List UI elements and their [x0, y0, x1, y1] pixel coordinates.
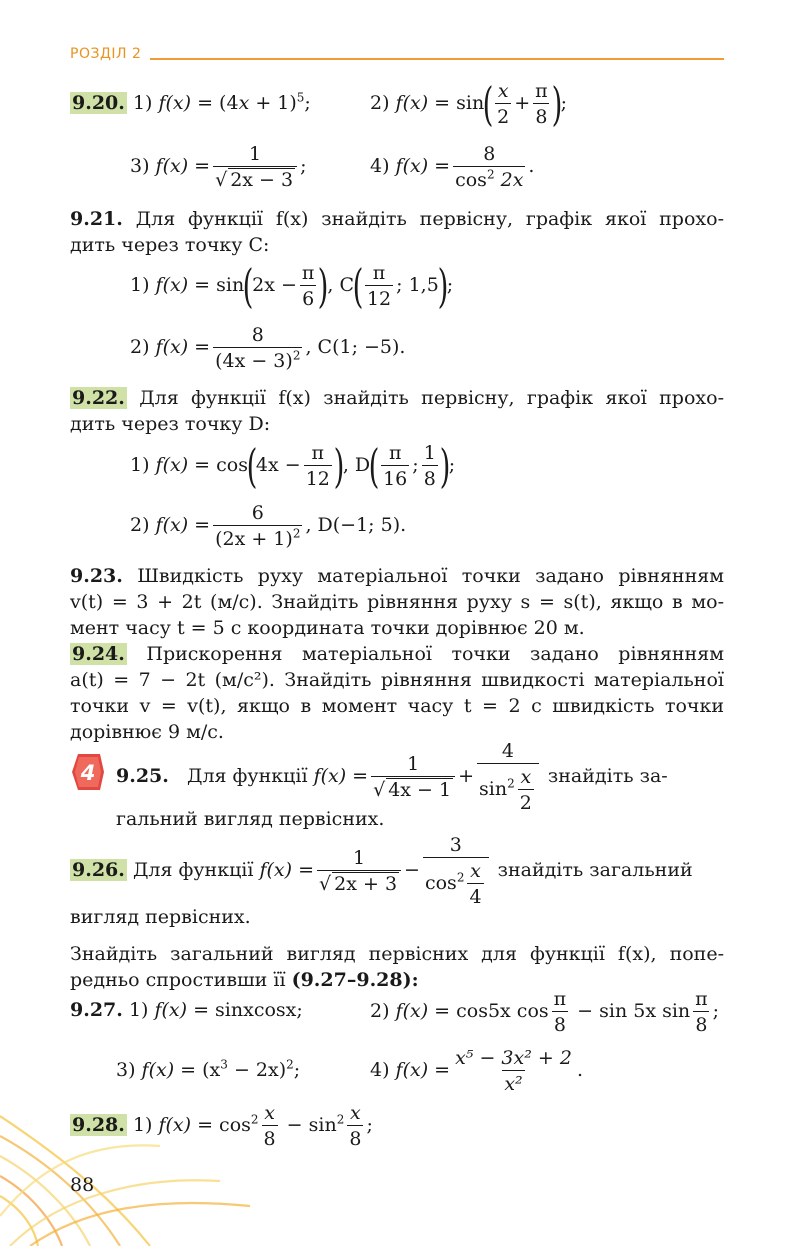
- exponent: 2: [507, 776, 515, 791]
- formula-part: ;: [448, 454, 456, 476]
- numerator: π: [535, 80, 548, 102]
- exponent: 2: [456, 870, 465, 885]
- denominator: √ 2x + 3: [317, 870, 401, 895]
- formula-part: ;: [446, 274, 454, 296]
- exercise-number: 9.21.: [70, 208, 123, 230]
- fraction: [518, 766, 534, 814]
- denominator: [213, 525, 302, 550]
- ex922-item1: [130, 439, 456, 493]
- ex920-item4: [370, 142, 534, 191]
- paren-right: ): [439, 439, 451, 493]
- text-line: Швидкість руху матеріальної точки задано рівнянням: [137, 565, 724, 587]
- numerator: x: [497, 80, 509, 102]
- denominator: 8: [533, 103, 549, 128]
- function-name: f(x): [158, 92, 192, 114]
- fraction: [213, 502, 302, 550]
- fraction: [453, 1047, 574, 1095]
- exercise-number: 9.24.: [72, 643, 125, 665]
- numerator: 1: [423, 442, 436, 464]
- formula-part: , C: [327, 274, 354, 296]
- intro-line1: Знайдіть загальний вигляд первісних для функції f(x), попе-: [70, 943, 724, 965]
- denominator: 2: [518, 789, 534, 814]
- formula-part: (2x + 1): [215, 528, 293, 550]
- numerator: 4: [501, 740, 514, 762]
- radicand: 2x − 3: [230, 169, 294, 191]
- numerator: x: [520, 766, 532, 788]
- operator: +: [458, 765, 475, 787]
- formula-part: cos: [424, 872, 457, 894]
- denominator: 8: [693, 1011, 709, 1036]
- intro-line2: [70, 967, 419, 993]
- page-number: 88: [70, 1174, 95, 1196]
- function-name: f(x): [155, 336, 189, 358]
- formula-part: ;: [304, 92, 311, 114]
- ex920-row1: [70, 90, 311, 116]
- ex924-line3: точки v = v(t), якщо в момент часу t = 2 с швидкість точки: [70, 695, 724, 717]
- denominator: 4: [467, 883, 483, 908]
- numerator: 8: [251, 324, 264, 346]
- formula-part: =: [346, 765, 369, 787]
- function-name: f(x): [141, 1059, 175, 1081]
- exponent: 5: [296, 90, 305, 105]
- item-label: 1): [130, 454, 156, 476]
- formula-part: .: [528, 155, 535, 177]
- ex924-line1: [70, 641, 724, 667]
- denominator: x²: [502, 1070, 524, 1095]
- exercise-range: (9.27–9.28):: [291, 969, 419, 991]
- formula-part: =: [428, 155, 451, 177]
- item-label: 3): [116, 1059, 142, 1081]
- ex927-item3: [116, 1057, 300, 1083]
- fraction: [213, 324, 302, 372]
- ex922-line1: [70, 385, 724, 411]
- item-label: 4): [370, 155, 396, 177]
- denominator: 8: [422, 465, 438, 490]
- numerator: 3: [449, 834, 462, 856]
- numerator: π: [553, 988, 567, 1010]
- formula-part: =: [188, 514, 211, 536]
- item-label: 1): [132, 92, 159, 114]
- formula-part: 2x: [494, 169, 524, 191]
- numerator: π: [695, 988, 708, 1010]
- formula-part: ; 1,5: [396, 274, 439, 296]
- denominator: 8: [347, 1125, 363, 1150]
- numerator: 1: [352, 847, 366, 869]
- fraction: [453, 143, 525, 191]
- item-label: 2): [130, 336, 156, 358]
- exercise-number: 9.23.: [70, 565, 123, 587]
- numerator: 6: [251, 502, 264, 524]
- ex921-line2: дить через точку C:: [70, 234, 270, 256]
- formula-part: cos: [455, 169, 487, 191]
- denominator: [453, 166, 525, 191]
- function-name: f(x): [155, 155, 189, 177]
- formula-part: , C(1; −5).: [305, 336, 406, 358]
- item-label: 2): [130, 514, 156, 536]
- numerator: 8: [483, 143, 496, 165]
- function-name: f(x): [158, 1114, 192, 1136]
- denominator: 6: [300, 285, 316, 310]
- function-name: f(x): [313, 765, 347, 787]
- paren-left: (: [482, 77, 494, 131]
- function-name: f(x): [154, 999, 188, 1021]
- paren-left: (: [352, 259, 364, 313]
- exponent: 2: [336, 1112, 345, 1127]
- numerator: π: [372, 262, 386, 284]
- fraction: [477, 740, 539, 814]
- paren-right: ): [551, 77, 563, 131]
- formula-part: ;: [366, 1114, 373, 1136]
- section-label: РОЗДІЛ 2: [70, 46, 142, 62]
- fraction: [213, 143, 297, 191]
- item-label: 4): [370, 1059, 396, 1081]
- formula-part: 4x −: [255, 454, 301, 476]
- numerator: π: [301, 262, 315, 284]
- fraction: [365, 262, 393, 310]
- numerator: 1: [249, 143, 262, 165]
- ex922-item2: [130, 502, 406, 550]
- numerator: π: [388, 442, 402, 464]
- function-name: f(x): [395, 155, 429, 177]
- formula-part: = sin: [428, 92, 485, 114]
- formula-part: − 2x): [227, 1059, 287, 1081]
- paren-right: ): [437, 259, 449, 313]
- section-header: [70, 46, 724, 68]
- ex927-item4: [370, 1046, 583, 1095]
- var-x: x: [238, 92, 250, 114]
- formula-part: (4x − 3): [215, 350, 293, 372]
- denominator: 12: [304, 465, 332, 490]
- formula-part: = (x: [174, 1059, 221, 1081]
- ex922-line2: дить через точку D:: [70, 413, 271, 435]
- ex927-item1: [70, 997, 303, 1023]
- radicand: 4x − 1: [388, 779, 452, 801]
- denominator: [213, 347, 302, 372]
- difficulty-level-badge: [70, 752, 106, 792]
- text-line: Для функції f(x) знайдіть первісну, графік якої прохо-: [139, 387, 724, 409]
- item-label: 2): [370, 92, 396, 114]
- formula-part: ;: [293, 1059, 301, 1081]
- function-name: f(x): [395, 92, 429, 114]
- fraction: [304, 442, 332, 490]
- fraction: [495, 80, 511, 128]
- formula-part: sin: [479, 778, 508, 800]
- exercise-number: 9.27.: [70, 999, 123, 1021]
- function-name: f(x): [395, 1059, 429, 1081]
- ex920-item3: [130, 142, 307, 191]
- formula-part: знайдіть загальний: [491, 859, 693, 881]
- paren-left: (: [242, 259, 254, 313]
- fraction: [381, 442, 409, 490]
- exercise-number: 9.25.: [116, 765, 169, 787]
- formula-part: =: [188, 155, 211, 177]
- numerator: π: [311, 442, 325, 464]
- item-label: 1): [130, 274, 156, 296]
- fraction: [317, 847, 401, 895]
- item-label: 1): [128, 999, 155, 1021]
- denominator: [423, 857, 489, 908]
- exponent: 2: [486, 167, 495, 182]
- fraction: [371, 753, 455, 801]
- fraction: [533, 80, 550, 128]
- denominator: [477, 763, 539, 814]
- numerator: x⁵ − 3x² + 2: [455, 1047, 572, 1069]
- ex921-item1: [130, 259, 454, 313]
- item-label: 3): [130, 155, 156, 177]
- formula-part: =: [292, 859, 315, 881]
- fraction: [423, 834, 489, 908]
- formula-part: Для функції: [187, 765, 314, 787]
- ex924-line2: a(t) = 7 − 2t (м/с²). Знайдіть рівняння швидкості матеріальної: [70, 669, 724, 691]
- ex921-line1: [70, 206, 724, 232]
- exercise-number: 9.22.: [72, 387, 125, 409]
- exercise-number: 9.26.: [72, 859, 125, 881]
- function-name: f(x): [155, 454, 189, 476]
- badge-label: 4: [80, 761, 96, 785]
- exponent: 2: [292, 526, 301, 541]
- ex923-line1: [70, 563, 724, 589]
- operator: +: [514, 92, 531, 114]
- numerator: 1: [407, 753, 420, 775]
- text-line: редньо спростивши її: [70, 969, 292, 991]
- ex925-line1: [116, 740, 668, 814]
- formula-part: =: [188, 336, 211, 358]
- formula-part: + 1): [249, 92, 297, 114]
- exponent: 3: [220, 1057, 228, 1072]
- ex927-item2: [370, 988, 719, 1036]
- formula-part: = sin: [188, 274, 245, 296]
- formula-part: − sin: [280, 1114, 337, 1136]
- paren-left: (: [246, 439, 258, 493]
- paren-right: ): [333, 439, 345, 493]
- fraction: [422, 442, 438, 490]
- formula-part: , D: [342, 454, 371, 476]
- formula-part: Для функції: [132, 859, 260, 881]
- formula-part: .: [576, 1059, 583, 1081]
- function-name: f(x): [259, 859, 293, 881]
- denominator: 8: [552, 1011, 568, 1036]
- formula-part: ;: [560, 92, 568, 114]
- formula-part: ;: [712, 1000, 720, 1022]
- ex926-line2: вигляд первісних.: [70, 906, 251, 928]
- header-rule: [150, 58, 724, 60]
- ex924-line4: дорівнює 9 м/с.: [70, 721, 224, 743]
- ex921-item2: [130, 324, 405, 372]
- radicand: 2x + 3: [334, 873, 398, 895]
- exercise-number: 9.28.: [72, 1114, 125, 1136]
- numerator: x: [470, 860, 481, 882]
- denominator: 8: [262, 1125, 278, 1150]
- ex923-line2: v(t) = 3 + 2t (м/с). Знайдіть рівняння руху s = s(t), якщо в мо-: [70, 591, 724, 613]
- exponent: 2: [286, 1057, 294, 1072]
- function-name: f(x): [155, 274, 189, 296]
- denominator: 12: [365, 285, 393, 310]
- fraction: [693, 988, 710, 1036]
- formula-part: , D(−1; 5).: [305, 514, 407, 536]
- formula-part: знайдіть за-: [541, 765, 668, 787]
- item-label: 1): [132, 1114, 159, 1136]
- function-name: f(x): [155, 514, 189, 536]
- fraction: [552, 988, 569, 1036]
- function-name: f(x): [395, 1000, 429, 1022]
- fraction: [467, 860, 483, 908]
- formula-part: 2x −: [252, 274, 297, 296]
- numerator: x: [264, 1102, 275, 1124]
- numerator: x: [350, 1102, 361, 1124]
- operator: −: [404, 859, 420, 881]
- text-line: Прискорення матеріальної точки задано рівнянням: [146, 643, 724, 665]
- fraction: [262, 1102, 278, 1150]
- exponent: 2: [292, 348, 301, 363]
- ex925-line2: гальний вигляд первісних.: [116, 808, 385, 830]
- item-label: 2): [370, 1000, 396, 1022]
- formula-part: = cos: [188, 454, 248, 476]
- formula-part: ;: [300, 155, 307, 177]
- formula-part: − sin 5x sin: [571, 1000, 691, 1022]
- paren-right: ): [318, 259, 329, 313]
- formula-part: = sinxcosx;: [187, 999, 303, 1021]
- formula-part: ;: [412, 454, 419, 476]
- denominator: √ 4x − 1: [371, 776, 455, 801]
- denominator: 2: [495, 103, 511, 128]
- fraction: [300, 262, 317, 310]
- formula-part: = cos: [191, 1114, 251, 1136]
- paren-left: (: [368, 439, 380, 493]
- formula-part: = (4: [191, 92, 239, 114]
- exercise-number: 9.20.: [72, 92, 125, 114]
- ex928-item1: [70, 1102, 373, 1150]
- formula-part: = cos5x cos: [428, 1000, 549, 1022]
- formula-part: =: [428, 1059, 451, 1081]
- ex926-line1: [70, 834, 693, 908]
- ex920-item2: [370, 77, 568, 131]
- fraction: [347, 1102, 363, 1150]
- exponent: 2: [250, 1112, 259, 1127]
- denominator: 16: [381, 465, 409, 490]
- denominator: √ 2x − 3: [213, 166, 297, 191]
- text-line: Для функції f(x) знайдіть первісну, графік якої прохо-: [135, 208, 724, 230]
- ex923-line3: мент часу t = 5 с координата точки дорівнює 20 м.: [70, 617, 585, 639]
